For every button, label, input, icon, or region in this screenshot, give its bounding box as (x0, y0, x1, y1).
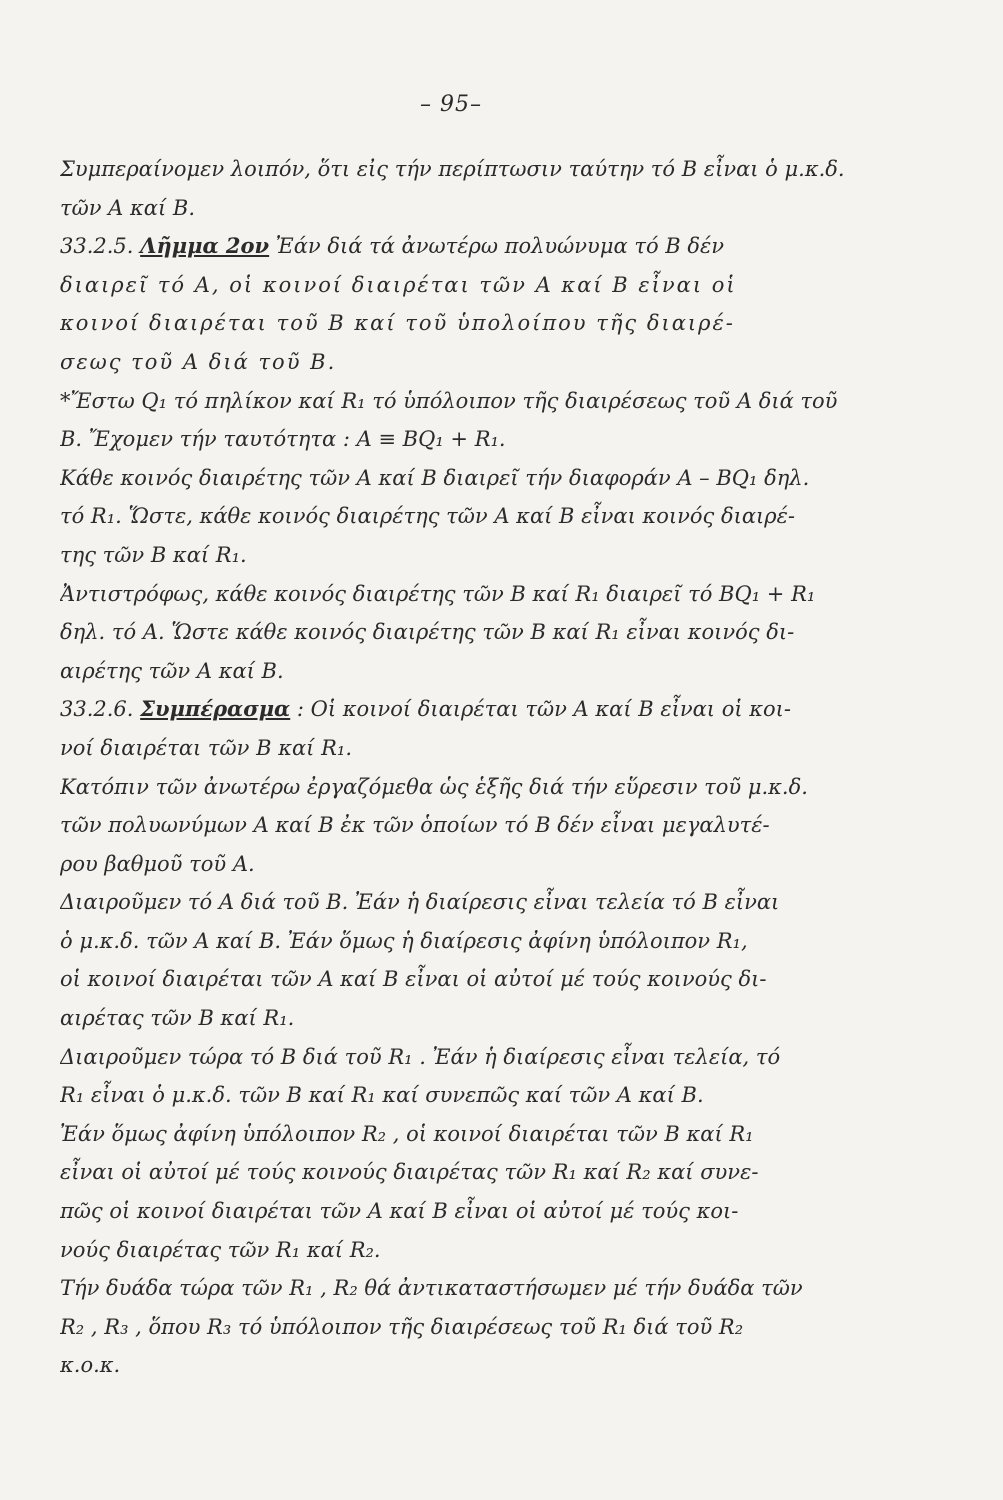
line-text: πῶς οἱ κοινοί διαιρέται τῶν Α καί Β εἶναι οἱ αὐτοί μέ τούς κοι- (60, 1199, 739, 1224)
line-text: Ἐάν διά τά ἀνωτέρω πολυώνυμα τό Β δέν (269, 234, 725, 259)
line-text: Κάθε κοινός διαιρέτης τῶν Α καί Β διαιρεῖ τήν διαφοράν Α – ΒQ₁ δηλ. (60, 465, 810, 490)
line-text: Τήν δυάδα τώρα τῶν R₁ , R₂ θά ἀντικαταστήσωμεν μέ τήν δυάδα τῶν (60, 1276, 803, 1301)
section-number: 33.2.5. (60, 234, 141, 259)
text-line (60, 1192, 920, 1231)
text-line (60, 420, 920, 459)
line-text: δηλ. τό Α. Ὥστε κάθε κοινός διαιρέτης τῶν Β καί R₁ εἶναι κοινός δι- (60, 620, 795, 645)
text-line (60, 536, 920, 575)
line-text: αιρέτας τῶν Β καί R₁. (60, 1006, 295, 1031)
line-text: νοί διαιρέται τῶν Β καί R₁. (60, 735, 352, 760)
line-text: αιρέτης τῶν Α καί Β. (60, 658, 284, 683)
text-line (60, 1153, 920, 1192)
line-text: οἱ κοινοί διαιρέται τῶν Α καί Β εἶναι οἱ αὐτοί μέ τούς κοινούς δι- (60, 967, 767, 992)
line-text: εἶναι οἱ αὐτοί μέ τούς κοινούς διαιρέτας τῶν R₁ καί R₂ καί συνε- (60, 1160, 759, 1185)
text-line (60, 1308, 920, 1347)
text-line (60, 690, 920, 729)
line-text: σεως τοῦ Α διά τοῦ Β. (60, 349, 337, 374)
line-text: κ.ο.κ. (60, 1353, 121, 1378)
handwritten-text-body (60, 150, 920, 1385)
text-line (60, 1346, 920, 1385)
text-line (60, 922, 920, 961)
text-line (60, 497, 920, 536)
text-line (60, 304, 920, 343)
text-line (60, 999, 920, 1038)
text-line (60, 575, 920, 614)
text-line (60, 806, 920, 845)
page-number: – 95– (420, 92, 482, 117)
text-line (60, 1076, 920, 1115)
text-line (60, 150, 920, 189)
text-line (60, 729, 920, 768)
section-heading: Λῆμμα 2ον (140, 233, 270, 259)
line-text: τό R₁. Ὥστε, κάθε κοινός διαιρέτης τῶν Α καί Β εἶναι κοινός διαιρέ- (60, 504, 795, 529)
line-text: Κατόπιν τῶν ἀνωτέρω ἐργαζόμεθα ὡς ἑξῆς διά τήν εὕρεσιν τοῦ μ.κ.δ. (60, 774, 808, 799)
line-text: ὁ μ.κ.δ. τῶν Α καί Β. Ἐάν ὅμως ἡ διαίρεσις ἀφίνη ὑπόλοιπον R₁, (60, 928, 748, 953)
text-line (60, 652, 920, 691)
text-line (60, 227, 920, 266)
line-text: διαιρεῖ τό Α, οἱ κοινοί διαιρέται τῶν Α καί Β εἶναι οἱ (60, 272, 737, 297)
line-text: Συμπεραίνομεν λοιπόν, ὅτι εἰς τήν περίπτωσιν ταύτην τό Β εἶναι ὁ μ.κ.δ. (60, 157, 845, 181)
section-heading: Συμπέρασμα (140, 696, 291, 722)
line-text: Διαιροῦμεν τώρα τό Β διά τοῦ R₁ . Ἐάν ἡ διαίρεσις εἶναι τελεία, τό (60, 1044, 781, 1069)
line-text: τῶν πολυωνύμων Α καί Β ἐκ τῶν ὁποίων τό Β δέν εἶναι μεγαλυτέ- (60, 813, 770, 838)
text-line (60, 960, 920, 999)
line-text: Ἀντιστρόφως, κάθε κοινός διαιρέτης τῶν Β καί R₁ διαιρεῖ τό ΒQ₁ + R₁ (60, 581, 816, 606)
line-text: Β. Ἔχομεν τήν ταυτότητα : Α ≡ ΒQ₁ + R₁. (60, 427, 506, 452)
line-text: *Ἔστω Q₁ τό πηλίκον καί R₁ τό ὑπόλοιπον τῆς διαιρέσεως τοῦ Α διά τοῦ (60, 388, 838, 413)
text-line (60, 1231, 920, 1270)
text-line (60, 883, 920, 922)
text-line (60, 768, 920, 807)
line-text: : Οἱ κοινοί διαιρέται τῶν Α καί Β εἶναι οἱ κοι- (290, 697, 792, 722)
line-text: νούς διαιρέτας τῶν R₁ καί R₂. (60, 1237, 381, 1262)
text-line (60, 189, 920, 228)
line-text: κοινοί διαιρέται τοῦ Β καί τοῦ ὑπολοίπου τῆς διαιρέ- (60, 311, 735, 336)
line-text: Διαιροῦμεν τό Α διά τοῦ Β. Ἐάν ἡ διαίρεσις εἶναι τελεία τό Β εἶναι (60, 890, 780, 915)
text-line (60, 266, 920, 305)
text-line (60, 845, 920, 884)
text-line (60, 459, 920, 498)
text-line (60, 613, 920, 652)
section-number: 33.2.6. (60, 697, 141, 722)
line-text: τῶν Α καί Β. (60, 195, 195, 220)
line-text: R₁ εἶναι ὁ μ.κ.δ. τῶν Β καί R₁ καί συνεπῶς καί τῶν Α καί Β. (60, 1083, 704, 1108)
line-text: της τῶν Β καί R₁. (60, 542, 247, 567)
text-line (60, 1038, 920, 1077)
text-line (60, 1115, 920, 1154)
text-line (60, 343, 920, 382)
line-text: R₂ , R₃ , ὅπου R₃ τό ὑπόλοιπον τῆς διαιρέσεως τοῦ R₁ διά τοῦ R₂ (60, 1314, 744, 1339)
text-line (60, 382, 920, 421)
line-text: ρου βαθμοῦ τοῦ Α. (60, 851, 255, 876)
line-text: Ἐάν ὅμως ἀφίνη ὑπόλοιπον R₂ , οἱ κοινοί διαιρέται τῶν Β καί R₁ (60, 1121, 754, 1146)
text-line (60, 1269, 920, 1308)
